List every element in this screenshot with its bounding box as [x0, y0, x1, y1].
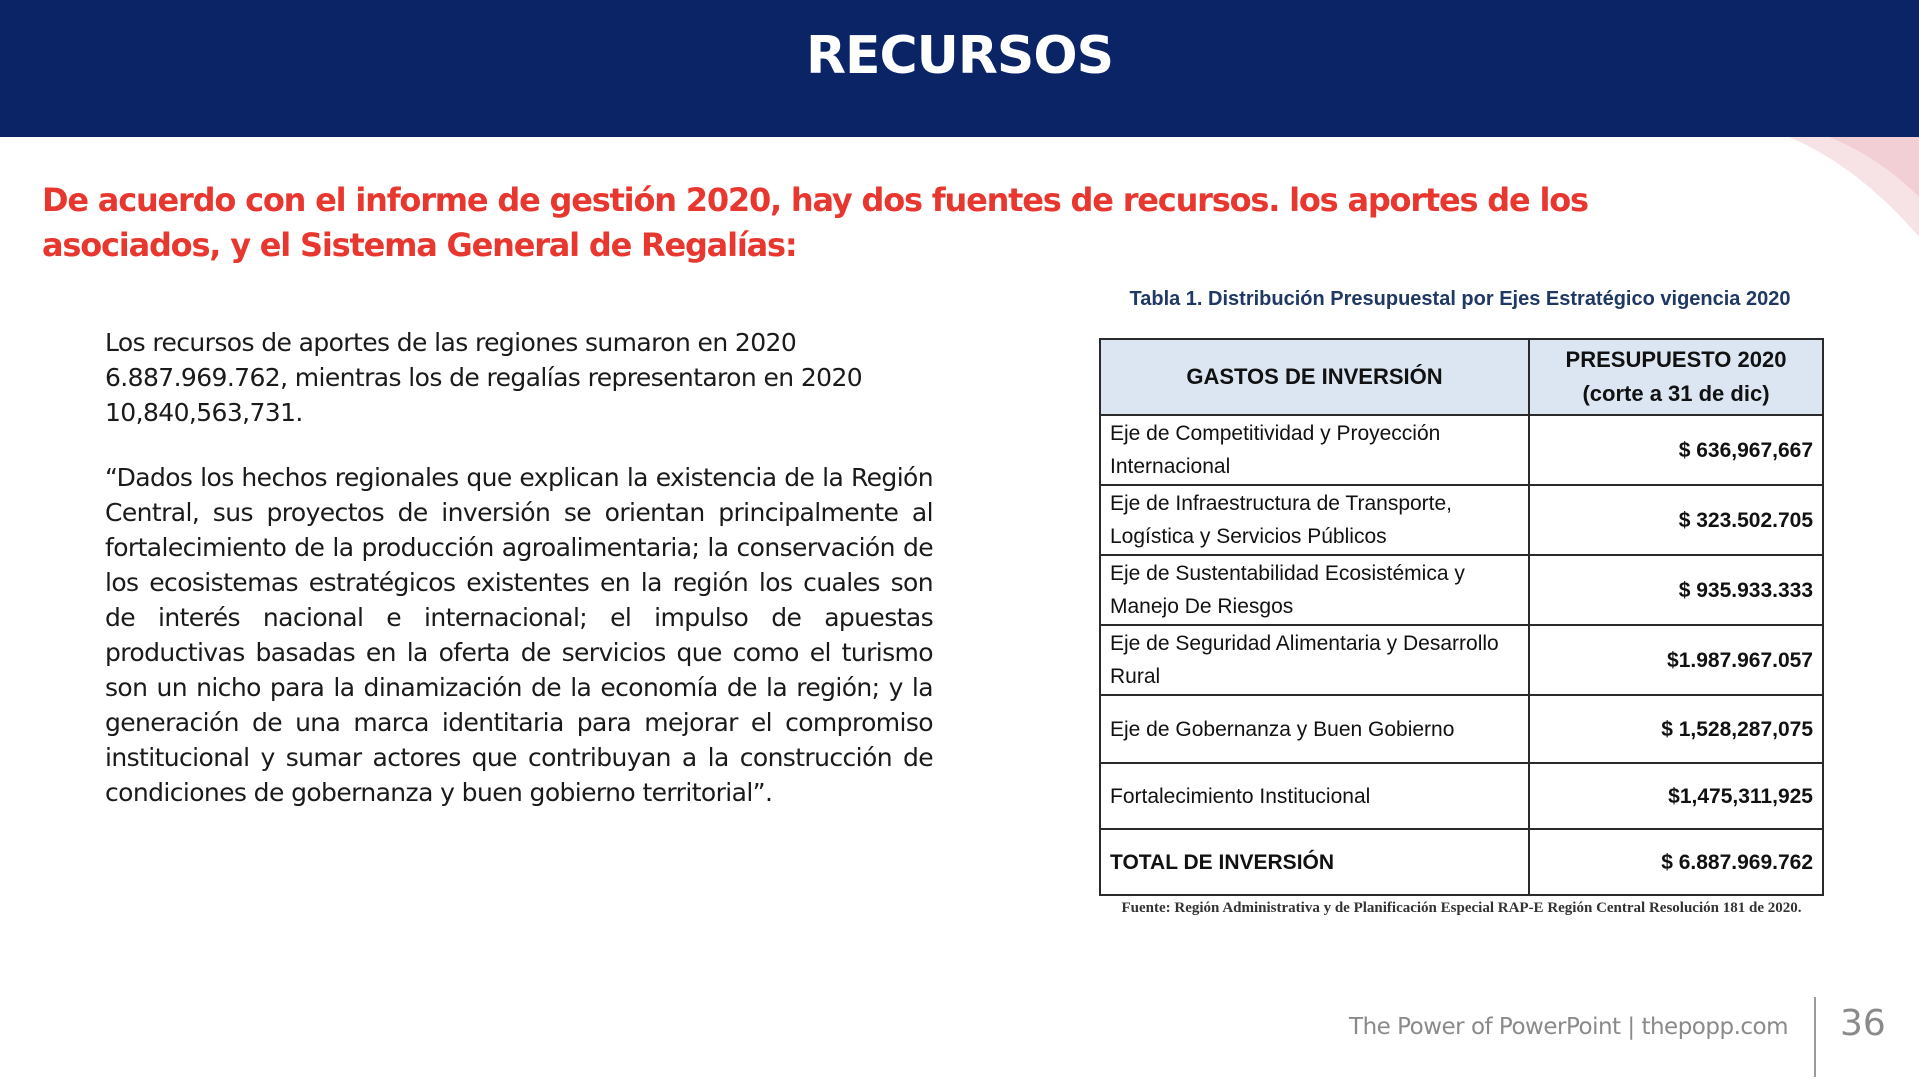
row-amount: $ 323.502.705 [1529, 485, 1823, 555]
footer-branding: The Power of PowerPoint | thepopp.com [1349, 1014, 1788, 1040]
table-caption: Tabla 1. Distribución Presupuestal por Ejes Estratégico vigencia 2020 [1129, 288, 1791, 310]
table-row [1100, 625, 1823, 695]
row-label: Eje de Seguridad Alimentaria y Desarrollo Rural [1100, 625, 1529, 695]
intro-statement: De acuerdo con el informe de gestión 2020, hay dos fuentes de recursos. los aportes de los asociados, y el Sistema General de Regalías: [42, 181, 1588, 264]
row-label: Eje de Competitividad y Proyección Internacional [1100, 415, 1529, 485]
row-label: Fortalecimiento Institucional [1100, 763, 1529, 829]
table-total-row [1100, 829, 1823, 895]
row-label: Eje de Gobernanza y Buen Gobierno [1100, 695, 1529, 763]
total-label: TOTAL DE INVERSIÓN [1100, 829, 1529, 895]
header-budget-title: PRESUPUESTO 2020 [1565, 347, 1787, 372]
header-budget-2020 [1529, 339, 1823, 415]
table-row [1100, 415, 1823, 485]
row-amount: $1,475,311,925 [1529, 763, 1823, 829]
header-budget-cutoff: (corte a 31 de dic) [1582, 381, 1770, 406]
decorative-swoosh [1769, 137, 1919, 247]
table-row [1100, 695, 1823, 763]
row-amount: $1.987.967.057 [1529, 625, 1823, 695]
footer-divider [1814, 997, 1816, 1077]
investment-quote-paragraph: “Dados los hechos regionales que explican la existencia de la Región Central, sus proyectos de inversión se orientan principalmente al fortalecimiento de la producción agroalimentaria; la conservación de los ecosistemas estratégicos existentes en la región los cuales son de interés nacional e internacional; el impulso de apuestas productivas basadas en la oferta de servicios que como el turismo son un nicho para la dinamización de la economía de la región; y la generación de una marca identitaria para mejorar el compromiso institucional y sumar actores que contribuyan a la construcción de condiciones de gobernanza y buen gobierno territorial”. [105, 463, 933, 807]
slide-title: RECURSOS [805, 26, 1114, 86]
table-header-row [1100, 339, 1823, 415]
header-investment-expenses: GASTOS DE INVERSIÓN [1100, 339, 1529, 415]
row-label: Eje de Sustentabilidad Ecosistémica y Manejo De Riesgos [1100, 555, 1529, 625]
row-amount: $ 636,967,667 [1529, 415, 1823, 485]
page-number: 36 [1840, 1003, 1886, 1044]
budget-table [1099, 338, 1824, 896]
row-amount: $ 935.933.333 [1529, 555, 1823, 625]
resources-summary-paragraph: Los recursos de aportes de las regiones sumaron en 2020 6.887.969.762, mientras los de regalías representaron en 2020 10,840,563,731. [105, 328, 863, 427]
table-row [1100, 555, 1823, 625]
row-amount: $ 1,528,287,075 [1529, 695, 1823, 763]
row-label: Eje de Infraestructura de Transporte, Logística y Servicios Públicos [1100, 485, 1529, 555]
table-row [1100, 763, 1823, 829]
table-row [1100, 485, 1823, 555]
table-source-note: Fuente: Región Administrativa y de Planificación Especial RAP-E Región Central Resolución 181 de 2020. [1121, 900, 1802, 916]
total-amount: $ 6.887.969.762 [1529, 829, 1823, 895]
